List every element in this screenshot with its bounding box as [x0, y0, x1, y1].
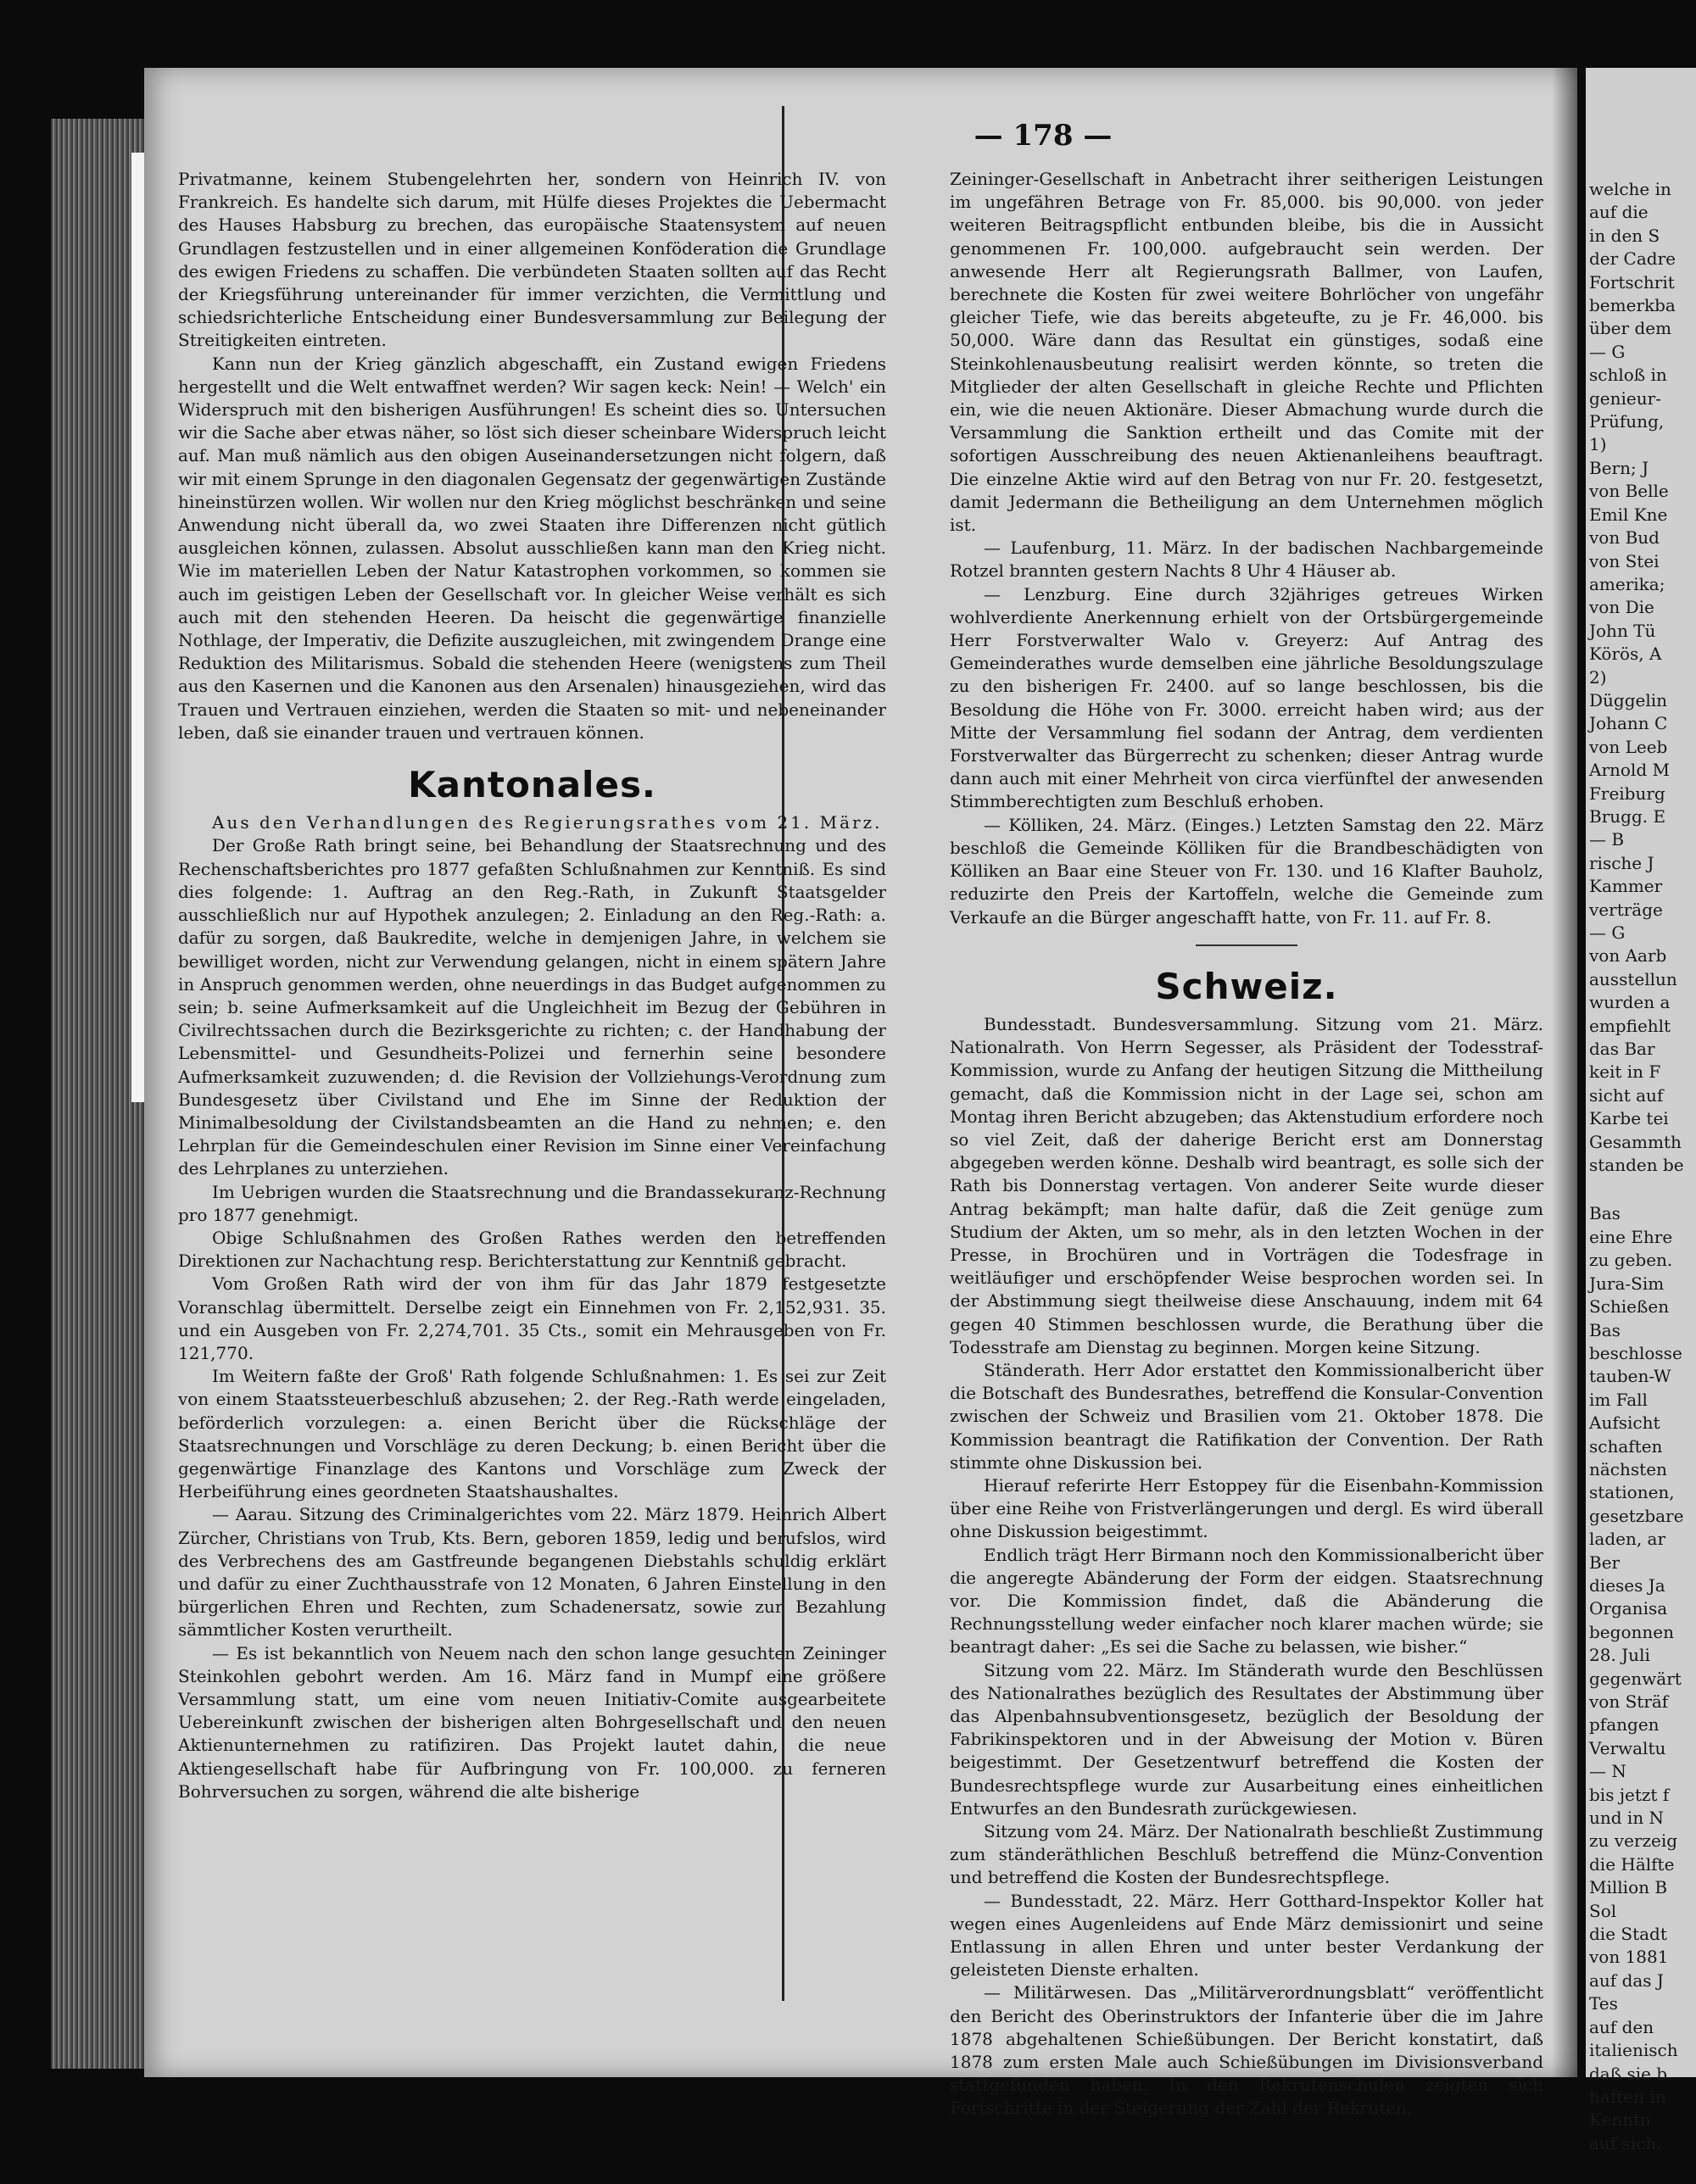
- paragraph-sitzung-24: Sitzung vom 24. März. Der Nationalrath beschließt Zustimmung zum ständeräthlichen Beschluß betreffend die Münz-Convention und betreffend die Kosten der Bundesrechtspflege.: [950, 1821, 1543, 1888]
- paragraph-grosser-rath: Der Große Rath bringt seine, bei Behandlung der Staatsrechnung und des Rechenschaftsberichtes pro 1877 gefaßten Schlußnahmen zur Kenntniß. Es sind dies folgende: 1. Auftrag an den Reg.-Rath, in Zukunft Staatsgelder ausschließlich nur auf Hypothek anzulegen; 2. Einladung an den Reg.-Rath: a. dafür zu sorgen, daß Baukredite, welche in demjenigen Jahre, in welchem sie bewilliget worden, nicht zur Verwendung gelangen, nicht in einem spätern Jahre in Anspruch genommen werden, ohne neuerdings in das Budget aufgenommen zu sein; b. seine Aufmerksamkeit auf die Ungleichheit im Bezug der Gebühren in Civilrechtssachen durch die Bezirksgerichte zu richten; c. der Handhabung der Lebensmittel- und Gesundheits-Polizei und fernerhin seine besondere Aufmerksamkeit zuzuwenden; d. die Revision der Vollziehungs-Verordnung zum Bundesgesetz über Civilstand und Ehe im Sinne der Reduktion der Minimalbesoldung der Civilstandsbeamten an die Hand zu nehmen; e. den Lehrplan für die Gemeindeschulen einer Revision im Sinne einer Vereinfachung des Lehrplanes zu unterziehen.: [178, 835, 886, 1179]
- book-edge: [51, 119, 144, 2069]
- paragraph-bundesstadt: Bundesstadt. Bundesversammlung. Sitzung vom 21. März. Nationalrath. Von Herrn Segesser, als Präsident der Todesstraf-Kommission, wurde zu Anfang der heutigen Sitzung die Mittheilung gemacht, daß die Kommission nicht in der Lage sei, schon am Montag ihren Bericht abzugeben; das Aktenstudium erfordere noch so viel Zeit, daß der daherige Bericht erst am Donnerstag abgegeben werden könne. Deshalb wird beantragt, es solle sich der Rath bis Donnerstag vertagen. Von anderer Seite wurde dieser Antrag bekämpft; man halte dafür, daß die Zeit genüge zum Studium der Akten, um so mehr, als in den letzten Wochen in der Presse, in Brochüren und in Vorträgen die Todesfrage in weitläufiger und erschöpfender Weise besprochen worden sei. In der Abstimmung siegt theilweise diese Anschauung, indem mit 64 gegen 40 Stimmen beschlossen wurde, die Berathung über die Todesstrafe am Dienstag zu beginnen. Morgen keine Sitzung.: [950, 1013, 1543, 1357]
- strip-line: — B: [1589, 829, 1625, 850]
- strip-line: Kenntn: [1589, 2109, 1651, 2131]
- strip-line: Bas: [1589, 1203, 1621, 1224]
- section-heading-schweiz: Schweiz.: [1155, 965, 1338, 1007]
- strip-line: von Leeb: [1589, 736, 1668, 757]
- paragraph-birmann: Endlich trägt Herr Birmann noch den Kommissionalbericht über die angeregte Abänderung der Form der eidgen. Staatsrechnung vor. Die Kommission findet, daß die Abänderung die Rechnungsstellung weder einfacher noch klarer machen würde; sie beantragt daher: „Es sei die Sache zu belassen, wie bisher.“: [950, 1544, 1543, 1658]
- strip-line: auf den: [1589, 2016, 1654, 2037]
- strip-line: zu geben.: [1589, 1250, 1673, 1271]
- strip-line: auf sich.: [1589, 2132, 1662, 2153]
- paragraph-militaerwesen: — Militärwesen. Das „Militärverordnungsblatt“ veröffentlicht den Bericht des Oberinstruktors der Infanterie über die im Jahre 1878 abgehaltenen Schießübungen. Der Bericht konstatirt, daß 1878 zum ersten Male auch Schießübungen im Divisionsverband stattgefunden haben. In den Rekrutenschulen zeigten sich Fortschritte in der Steigerung der Zahl der Rekruten,: [950, 1982, 1543, 2119]
- strip-line: keit in F: [1589, 1061, 1661, 1083]
- paragraph-laufenburg: — Laufenburg, 11. März. In der badischen Nachbargemeinde Rotzel brannten gestern Nachts 8 Uhr 4 Häuser ab.: [950, 538, 1543, 582]
- paragraph-weitern: Im Weitern faßte der Groß' Rath folgende Schlußnahmen: 1. Es sei zur Zeit von einem Staatssteuerbeschluß abzusehen; 2. der Reg.-Rath werde eingeladen, beförderlich vorzulegen: a. einen Bericht über die Rückschläge der Staatsrechnungen und Vorschläge zu deren Deckung; b. einen Bericht über die gegenwärtige Finanzlage des Kantons und Vorschläge zum Zweck der Herbeiführung eines geordneten Staatshaushaltes.: [178, 1366, 886, 1502]
- strip-line: haften in: [1589, 2086, 1666, 2107]
- strip-line: 1): [1589, 434, 1607, 455]
- strip-line: — G: [1589, 341, 1626, 362]
- section-divider: [1196, 944, 1297, 946]
- strip-line: Körös, A: [1589, 644, 1662, 665]
- strip-line: empfiehlt: [1589, 1015, 1671, 1036]
- section-heading-kantonales: Kantonales.: [408, 764, 656, 806]
- strip-line: Organisa: [1589, 1598, 1668, 1619]
- strip-line: Million B: [1589, 1877, 1668, 1898]
- paragraph-staenderath: Ständerath. Herr Ador erstattet den Kommissionalbericht über die Botschaft des Bundesrathes, betreffend die Konsular-Convention zwischen der Schweiz und Brasilien vom 21. Oktober 1878. Die Kommission beantragt die Ratifikation der Convention. Der Rath stimmte ohne Diskussion bei.: [950, 1359, 1543, 1473]
- strip-line: 2): [1589, 666, 1607, 688]
- strip-line: gegenwärt: [1589, 1668, 1682, 1689]
- right-column: [950, 168, 1543, 2120]
- strip-line: von Die: [1589, 597, 1654, 618]
- strip-line: zu verzeig: [1589, 1830, 1678, 1852]
- strip-line: Ber: [1589, 1552, 1621, 1573]
- strip-line: Bern; J: [1589, 457, 1649, 478]
- strip-line: von Aarb: [1589, 945, 1667, 967]
- paragraph-voranschlag: Vom Großen Rath wird der von ihm für das Jahr 1879 festgesetzte Voranschlag übermittelt. Derselbe zeigt ein Einnehmen von Fr. 2,152,931. 35. und ein Ausgeben von Fr. 2,274,701. 35 Cts., somit ein Mehrausgeben von Fr. 121,770.: [178, 1273, 886, 1363]
- strip-line: auf das J: [1589, 1970, 1664, 1991]
- strip-line: beschlosse: [1589, 1342, 1682, 1363]
- strip-line: Schießen: [1589, 1296, 1670, 1318]
- strip-line: verträge: [1589, 899, 1663, 920]
- strip-lines-a: [1586, 178, 1696, 1177]
- strip-line: gesetzbare: [1589, 1505, 1684, 1526]
- strip-line: Emil Kne: [1589, 504, 1668, 525]
- strip-line: pfangen: [1589, 1714, 1660, 1736]
- strip-gap: [1586, 1177, 1696, 1202]
- strip-line: begonnen: [1589, 1621, 1674, 1642]
- strip-line: von 1881: [1589, 1947, 1669, 1968]
- strip-line: Bas: [1589, 1319, 1621, 1340]
- strip-line: — G: [1589, 922, 1626, 943]
- strip-line: Sol: [1589, 1900, 1617, 1921]
- paragraph-koller: — Bundesstadt, 22. März. Herr Gotthard-Inspektor Koller hat wegen eines Augenleidens auf Ende März demissionirt und seine Entlassung in allen Ehren und unter bester Verdankung der geleisteten Dienste erhalten.: [950, 1890, 1543, 1981]
- strip-line: John Tü: [1589, 620, 1656, 641]
- strip-line: Jura-Sim: [1589, 1273, 1665, 1294]
- strip-line: eine Ehre: [1589, 1226, 1673, 1247]
- strip-line: von Belle: [1589, 481, 1669, 502]
- strip-line: standen be: [1589, 1155, 1684, 1176]
- strip-line: Brugg. E: [1589, 805, 1666, 827]
- strip-line: von Stei: [1589, 550, 1660, 571]
- paragraph-schlussnahmen: Obige Schlußnahmen des Großen Rathes werden den betreffenden Direktionen zur Nachachtung resp. Berichterstattung zur Kenntniß gebracht.: [178, 1227, 886, 1272]
- strip-line: von Sträf: [1589, 1691, 1669, 1712]
- paragraph-sitzung-22: Sitzung vom 22. März. Im Ständerath wurde den Beschlüssen des Nationalrathes bezüglich des Resultates der Abstimmung über das Alpenbahnsubventionsgesetz, bezüglich der Besoldung der Fabrikinspektoren und in der Abweisung der Motion v. Büren beigestimmt. Der Gesetzentwurf betreffend die Kosten der Bundesrechtspflege wurde zur Ausarbeitung eines einheitlichen Entwurfes an den Bundesrath zurückgewiesen.: [950, 1659, 1543, 1819]
- strip-line: rische J: [1589, 852, 1654, 873]
- strip-line: Tes: [1589, 1993, 1618, 2014]
- strip-line: dieses Ja: [1589, 1574, 1665, 1596]
- strip-line: 28. Juli: [1589, 1645, 1650, 1666]
- strip-line: Düggelin: [1589, 689, 1668, 710]
- strip-line: die Stadt: [1589, 1924, 1667, 1945]
- strip-line: Fortschrit: [1589, 271, 1675, 292]
- strip-line: Verwaltu: [1589, 1737, 1666, 1758]
- paragraph-krieg: Kann nun der Krieg gänzlich abgeschafft, ein Zustand ewigen Friedens hergestellt und die Welt entwaffnet werden? Wir sagen keck: Nein! — Welch' ein Widerspruch mit den bisherigen Ausführungen! Es scheint dies so. Untersuchen wir die Sache aber etwas näher, so löst sich dieser scheinbare Widerspruch leicht auf. Man muß nämlich aus den obigen Auseinandersetzungen nicht folgern, daß wir mit einem Sprunge in den diagonalen Gegensatz der gegenwärtigen Zustände hineinstürzen wollen. Wir wollen nur den Krieg möglichst beschränken und seine Anwendung nicht überall da, wo zwei Staaten ihre Differenzen nicht gütlich ausgleichen können, zulassen. Absolut ausschließen kann man den Krieg nicht. Wie im materiellen Leben der Natur Katastrophen vorkommen, so kommen sie auch im geistigen Leben der Gesellschaft vor. In gleicher Weise verhält es sich auch mit den stehenden Heeren. Da heischt die gegenwärtige finanzielle Nothlage, der Imperativ, die Defizite auszugleichen, mit zwingendem Drange eine Reduktion des Militarismus. Sobald die stehenden Heere (wenigstens zum Theil aus den Kasernen und die Kanonen aus den Arsenalen) hinausgeziehen, wird das Trauen und Vertrauen einziehen, werden die Staaten so mit- und nebeneinander leben, daß sie einander trauen und vertrauen können.: [178, 353, 886, 743]
- strip-line: in den S: [1589, 225, 1660, 246]
- strip-line: wurden a: [1589, 992, 1671, 1013]
- strip-line: Prüfung,: [1589, 411, 1665, 432]
- strip-line: laden, ar: [1589, 1529, 1666, 1550]
- strip-line: — N: [1589, 1761, 1626, 1782]
- strip-line: Kammer: [1589, 876, 1663, 897]
- paragraph-estoppey: Hierauf referirte Herr Estoppey für die Eisenbahn-Kommission über eine Reihe von Fristverlängerungen und dergl. Es wird überall ohne Diskussion beigestimmt.: [950, 1474, 1543, 1542]
- strip-line: sicht auf: [1589, 1084, 1664, 1106]
- strip-line: ausstellun: [1589, 968, 1677, 989]
- strip-line: der Cadre: [1589, 248, 1676, 270]
- strip-line: schloß in: [1589, 365, 1667, 386]
- strip-line: auf die: [1589, 202, 1649, 223]
- strip-line: tauben-W: [1589, 1366, 1671, 1387]
- strip-line: genieur-: [1589, 387, 1661, 409]
- subheading-regierungsrath: Aus den Verhandlungen des Regierungsrathes vom 21. März.: [212, 812, 883, 833]
- strip-line: welche in: [1589, 179, 1671, 199]
- strip-line: Gesammth: [1589, 1131, 1682, 1152]
- paragraph-zeininger: Zeininger-Gesellschaft in Anbetracht ihrer seitherigen Leistungen im ungefähren Betrage von Fr. 85,000. bis 90,000. von jeder weiteren Beitragspflicht entbunden bleibe, bis die in Aussicht genommenen Fr. 100,000. aufgebraucht sein werden. Der anwesende Herr alt Regierungsrath Ballmer, von Laufen, berechnete die Kosten für zwei weitere Bohrlöcher von ungefähr gleicher Tiefe, wie das bereits abgeteufte, zu je Fr. 46,000. bis 50,000. Wäre dann das Resultat ein günstiges, sodaß eine Steinkohlenausbeutung realisirt werden könnte, so treten die Mitglieder der alten Gesellschaft in gleiche Rechte und Pflichten ein, wie die neuen Aktionäre. Dieser Abmachung wurde durch die Versammlung die Sanktion ertheilt und das Comite mit der sofortigen Ausschreibung des neuen Aktienanleihens beauftragt. Die einzelne Aktie wird auf den Betrag von nur Fr. 20. festgesetzt, damit Jedermann die Betheiligung an dem Unternehmen möglich ist.: [950, 169, 1543, 536]
- strip-line: daß sie b: [1589, 2063, 1668, 2084]
- strip-line: Johann C: [1589, 713, 1668, 734]
- spine-shadow: [1552, 68, 1577, 2077]
- page-number: — 178 —: [974, 119, 1113, 153]
- strip-line: und in N: [1589, 1808, 1665, 1829]
- next-page-strip: [1586, 68, 1696, 2153]
- strip-line: italienisch: [1589, 2040, 1678, 2061]
- strip-lines-b: [1586, 1202, 1696, 2155]
- strip-line: im Fall: [1589, 1389, 1648, 1410]
- strip-line: amerika;: [1589, 573, 1665, 594]
- strip-line: Karbe tei: [1589, 1108, 1669, 1129]
- strip-line: Aufsicht: [1589, 1412, 1660, 1434]
- paragraph-steinkohlen: — Es ist bekanntlich von Neuem nach den schon lange gesuchten Zeininger Steinkohlen gebohrt werden. Am 16. März fand in Mumpf eine größere Versammlung statt, um eine vom neuen Initiativ-Comite ausgearbeitete Uebereinkunft zwischen der bisherigen alten Bohrgesellschaft und den neuen Aktienunternehmen zu ratifiziren. Das Projekt lautet dahin, die neue Aktiengesellschaft habe für Aufbringung von Fr. 100,000. zu ferneren Bohrversuchen zu sorgen, während die alte bisherige: [178, 1642, 886, 1802]
- strip-line: über dem: [1589, 318, 1672, 339]
- paragraph-koelliken: — Kölliken, 24. März. (Einges.) Letzten Samstag den 22. März beschloß die Gemeinde Kölliken für die Brandbeschädigten von Kölliken an Baar eine Steuer von Fr. 130. und 16 Klafter Bauholz, reduzirte den Preis der Kartoffeln, welche die Gemeinde zum Verkaufe an die Bürger angeschafft hatte, von Fr. 11. auf Fr. 8.: [950, 814, 1543, 928]
- strip-line: die Hälfte: [1589, 1853, 1675, 1875]
- paragraph-staatsrechnung: Im Uebrigen wurden die Staatsrechnung und die Brandassekuranz-Rechnung pro 1877 genehmigt.: [178, 1181, 886, 1225]
- paragraph-lenzburg: — Lenzburg. Eine durch 32jähriges getreues Wirken wohlverdiente Anerkennung erhielt von der Ortsbürgergemeinde Herr Forstverwalter Walo v. Greyerz: Auf Antrag des Gemeinderathes wurde demselben eine jährliche Besoldungszulage zu den bisherigen Fr. 2400. auf so lange beschlossen, bis die Besoldung die Höhe von Fr. 3000. erreicht haben wird; aus der Mitte der Versammlung fiel sodann der Antrag, dem verdienten Forstverwalter das Bürgerrecht zu schenken; dieser Antrag wurde dann auch mit einer Mehrheit von circa vierfünftel der anwesenden Stimmberechtigten zum Beschluß erhoben.: [950, 583, 1543, 812]
- strip-line: Arnold M: [1589, 760, 1670, 781]
- strip-line: bemerkba: [1589, 295, 1676, 316]
- strip-line: bis jetzt f: [1589, 1784, 1670, 1805]
- left-column: [178, 168, 886, 1803]
- strip-line: von Bud: [1589, 527, 1660, 549]
- strip-line: nächsten: [1589, 1458, 1667, 1479]
- paragraph-heinrich: Privatmanne, keinem Stubengelehrten her, sondern von Heinrich IV. von Frankreich. Es handelte sich darum, mit Hülfe dieses Projektes die Uebermacht des Hauses Habsburg zu brechen, das europäische Staatensystem auf neuen Grundlagen festzustellen und in einer allgemeinen Konföderation die Grundlage des ewigen Friedens zu schaffen. Die verbündeten Staaten sollten auf das Recht der Kriegsführung untereinander für immer verzichten, die Vermittlung und schiedsrichterliche Entscheidung einer Bundesversammlung zur Beilegung der Streitigkeiten eintreten.: [178, 169, 886, 351]
- strip-line: schaften: [1589, 1435, 1663, 1457]
- strip-line: das Bar: [1589, 1039, 1655, 1060]
- strip-line: Freiburg: [1589, 783, 1665, 804]
- strip-line: stationen,: [1589, 1482, 1675, 1503]
- paragraph-aarau: — Aarau. Sitzung des Criminalgerichtes vom 22. März 1879. Heinrich Albert Zürcher, Christians von Trub, Kts. Bern, geboren 1859, ledig und berufslos, wird des Verbrechens des am Gastfreunde begangenen Diebstahls schuldig erklärt und dafür zu einer Zuchthausstrafe von 12 Monaten, 6 Jahren Einstellung in den bürgerlichen Ehren und Rechten, zum Schadenersatz, sowie zur Bezahlung sämmtlicher Kosten verurtheilt.: [178, 1504, 886, 1641]
